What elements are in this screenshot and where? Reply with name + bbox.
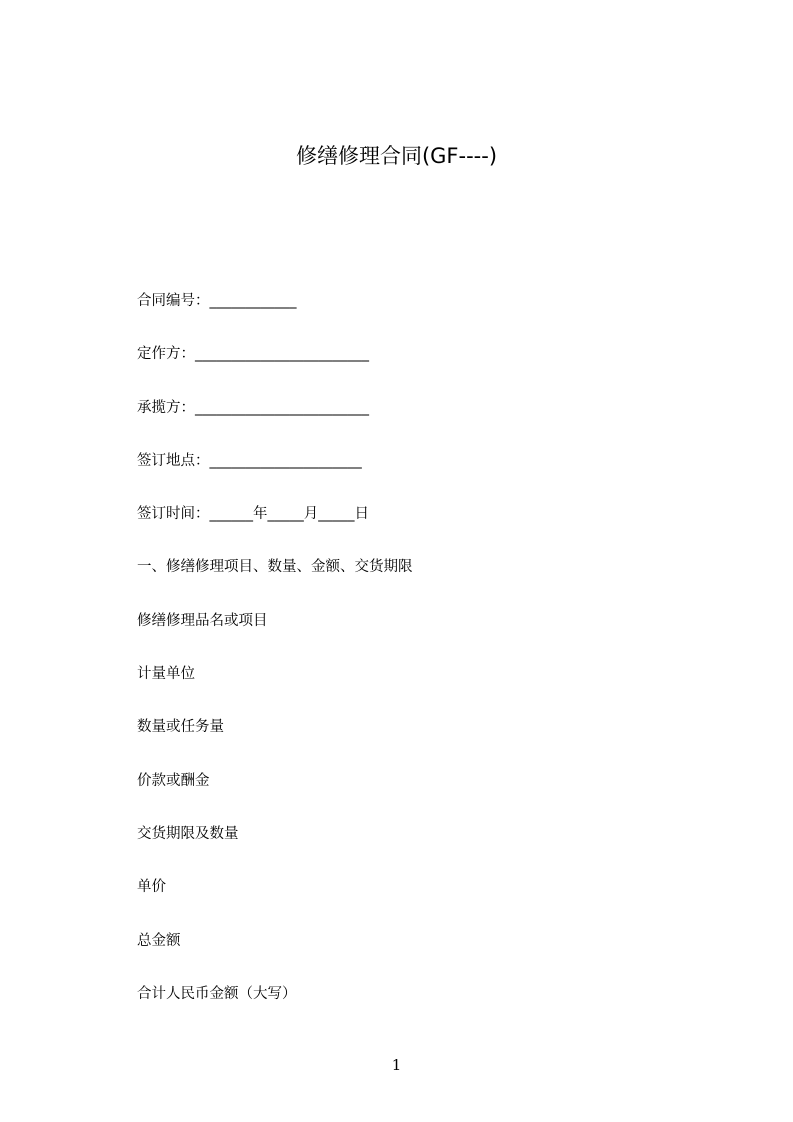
unit-price-line: 单价 <box>137 879 166 895</box>
page-number: 1 <box>391 1056 402 1074</box>
contractor-party-line: 承揽方：________________________ <box>137 400 369 416</box>
signing-place-line: 签订地点：_____________________ <box>137 453 362 469</box>
section-heading: 一、修缮修理项目、数量、金额、交货期限 <box>137 559 413 575</box>
unit-line: 计量单位 <box>137 666 195 682</box>
total-amount-line: 总金额 <box>137 933 181 949</box>
total-rmb-line: 合计人民币金额（大写） <box>137 986 297 1002</box>
commissioning-party-line: 定作方：________________________ <box>137 346 369 362</box>
document-title: 修缮修理合同(GF----) <box>295 144 498 168</box>
quantity-line: 数量或任务量 <box>137 719 224 735</box>
signing-date-line: 签订时间：______年_____月_____日 <box>137 506 369 522</box>
contract-number-line: 合同编号：____________ <box>137 293 297 309</box>
item-name-line: 修缮修理品名或项目 <box>137 613 268 629</box>
delivery-line: 交货期限及数量 <box>137 826 239 842</box>
price-line: 价款或酬金 <box>137 773 210 789</box>
